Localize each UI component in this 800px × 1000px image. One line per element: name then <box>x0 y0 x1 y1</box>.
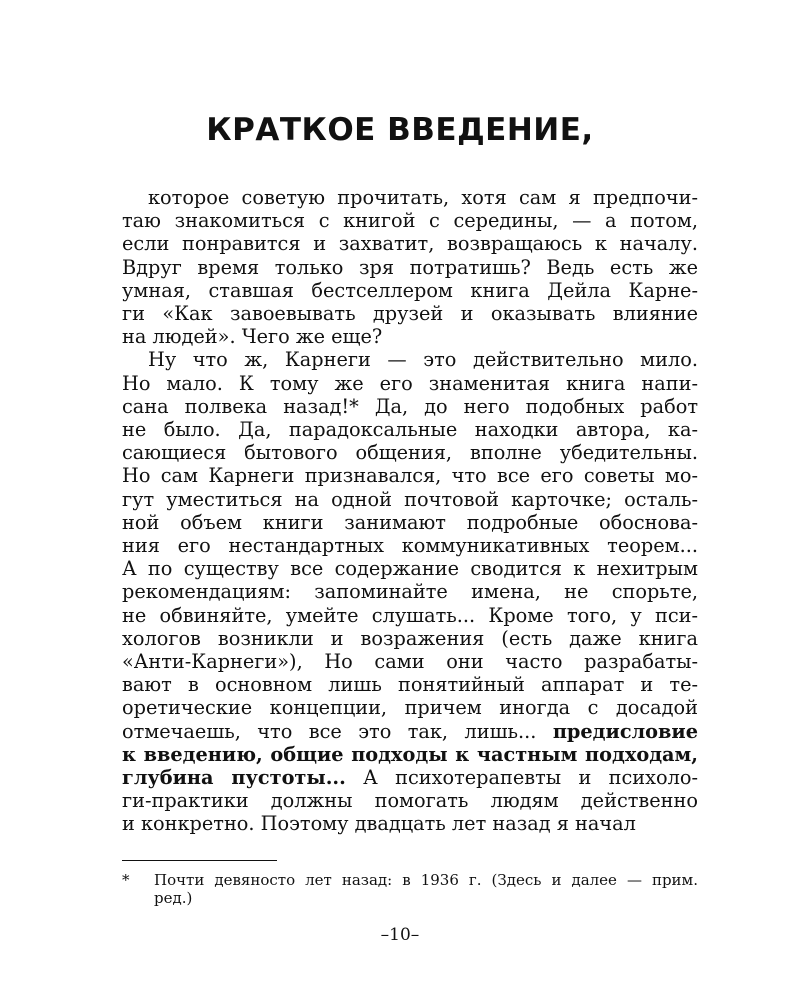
footnote-line: ред.) <box>154 889 193 907</box>
text-line <box>122 604 698 627</box>
text-line <box>122 418 698 441</box>
line-text: таю знакомиться с книгой с середины, — а потом, <box>122 209 698 233</box>
line-text: сающиеся бытового общения, вполне убедительны. <box>122 441 698 465</box>
page-number: –10– <box>380 925 420 945</box>
line-text: Но сам Карнеги признавался, что все его советы мо- <box>122 464 698 488</box>
footnote-line: Почти девяносто лет назад: в 1936 г. (Здесь и далее — прим. <box>154 871 698 889</box>
bold-phrase: к введению, общие подходы к частным подходам, <box>122 742 698 766</box>
footnote-divider <box>122 860 277 861</box>
text-line <box>122 441 698 464</box>
line-text: на людей». Чего же еще? <box>122 325 383 349</box>
line-text: А психотерапевты и психоло- <box>345 766 698 790</box>
text-line <box>122 696 698 719</box>
text-line <box>122 511 698 534</box>
line-text: ния его нестандартных коммуникативных теорем... <box>122 534 698 558</box>
text-line <box>122 650 698 673</box>
line-text: Ну что ж, Карнеги — это действительно мило. <box>148 348 698 372</box>
footnote-text <box>154 871 698 907</box>
line-text: умная, ставшая бестселлером книга Дейла Карне- <box>122 278 698 302</box>
text-line <box>122 488 698 511</box>
text-line <box>122 372 698 395</box>
text-line <box>122 348 698 371</box>
text-line <box>122 302 698 325</box>
text-line <box>122 186 698 209</box>
line-text: рекомендациям: запоминайте имена, не спорьте, <box>122 580 698 604</box>
text-line <box>122 789 698 812</box>
line-text: Но мало. К тому же его знаменитая книга напи- <box>122 371 698 395</box>
bold-phrase: глубина пустоты... <box>122 766 346 790</box>
line-text: ги «Как завоевывать друзей и оказывать влияние <box>122 302 698 326</box>
text-line <box>122 743 698 766</box>
line-text: которое советую прочитать, хотя сам я предпочи- <box>148 186 698 209</box>
text-line <box>122 209 698 232</box>
line-text: и конкретно. Поэтому двадцать лет назад я начал <box>122 812 636 836</box>
text-line <box>122 395 698 418</box>
text-line <box>122 627 698 650</box>
bold-phrase: предисловие <box>552 719 698 743</box>
text-line <box>122 720 698 743</box>
chapter-title: КРАТКОЕ ВВЕДЕНИЕ, <box>206 112 594 148</box>
text-line <box>122 232 698 255</box>
line-text: хологов возникли и возражения (есть даже книга <box>122 626 698 650</box>
line-text: если понравится и захватит, возвращаюсь к началу. <box>122 232 698 256</box>
footnote <box>122 871 698 907</box>
text-line <box>122 557 698 580</box>
text-line <box>122 580 698 603</box>
line-text: ной объем книги занимают подробные обоснова- <box>122 510 698 534</box>
line-text: гут уместиться на одной почтовой карточке; осталь- <box>122 487 698 511</box>
line-text: не было. Да, парадоксальные находки автора, ка- <box>122 418 698 442</box>
text-line <box>122 464 698 487</box>
line-text: ги-практики должны помогать людям действенно <box>122 789 698 813</box>
line-text: вают в основном лишь понятийный аппарат и те- <box>122 673 698 697</box>
text-line <box>122 279 698 302</box>
body-text <box>122 186 698 836</box>
line-text: отмечаешь, что все это так, лишь... <box>122 719 553 743</box>
text-line <box>122 256 698 279</box>
line-text: «Анти-Карнеги»), Но сами они часто разрабаты- <box>122 650 698 674</box>
text-line <box>122 325 698 348</box>
line-text: А по существу все содержание сводится к нехитрым <box>122 557 698 581</box>
line-text: сана полвека назад!* Да, до него подобных работ <box>122 394 698 418</box>
line-text: не обвиняйте, умейте слушать... Кроме того, у пси- <box>122 603 698 627</box>
text-line <box>122 534 698 557</box>
text-line <box>122 673 698 696</box>
text-line <box>122 812 698 835</box>
line-text: оретические концепции, причем иногда с досадой <box>122 696 698 720</box>
footnote-mark: * <box>122 871 130 889</box>
text-line <box>122 766 698 789</box>
line-text: Вдруг время только зря потратишь? Ведь есть же <box>122 255 698 279</box>
